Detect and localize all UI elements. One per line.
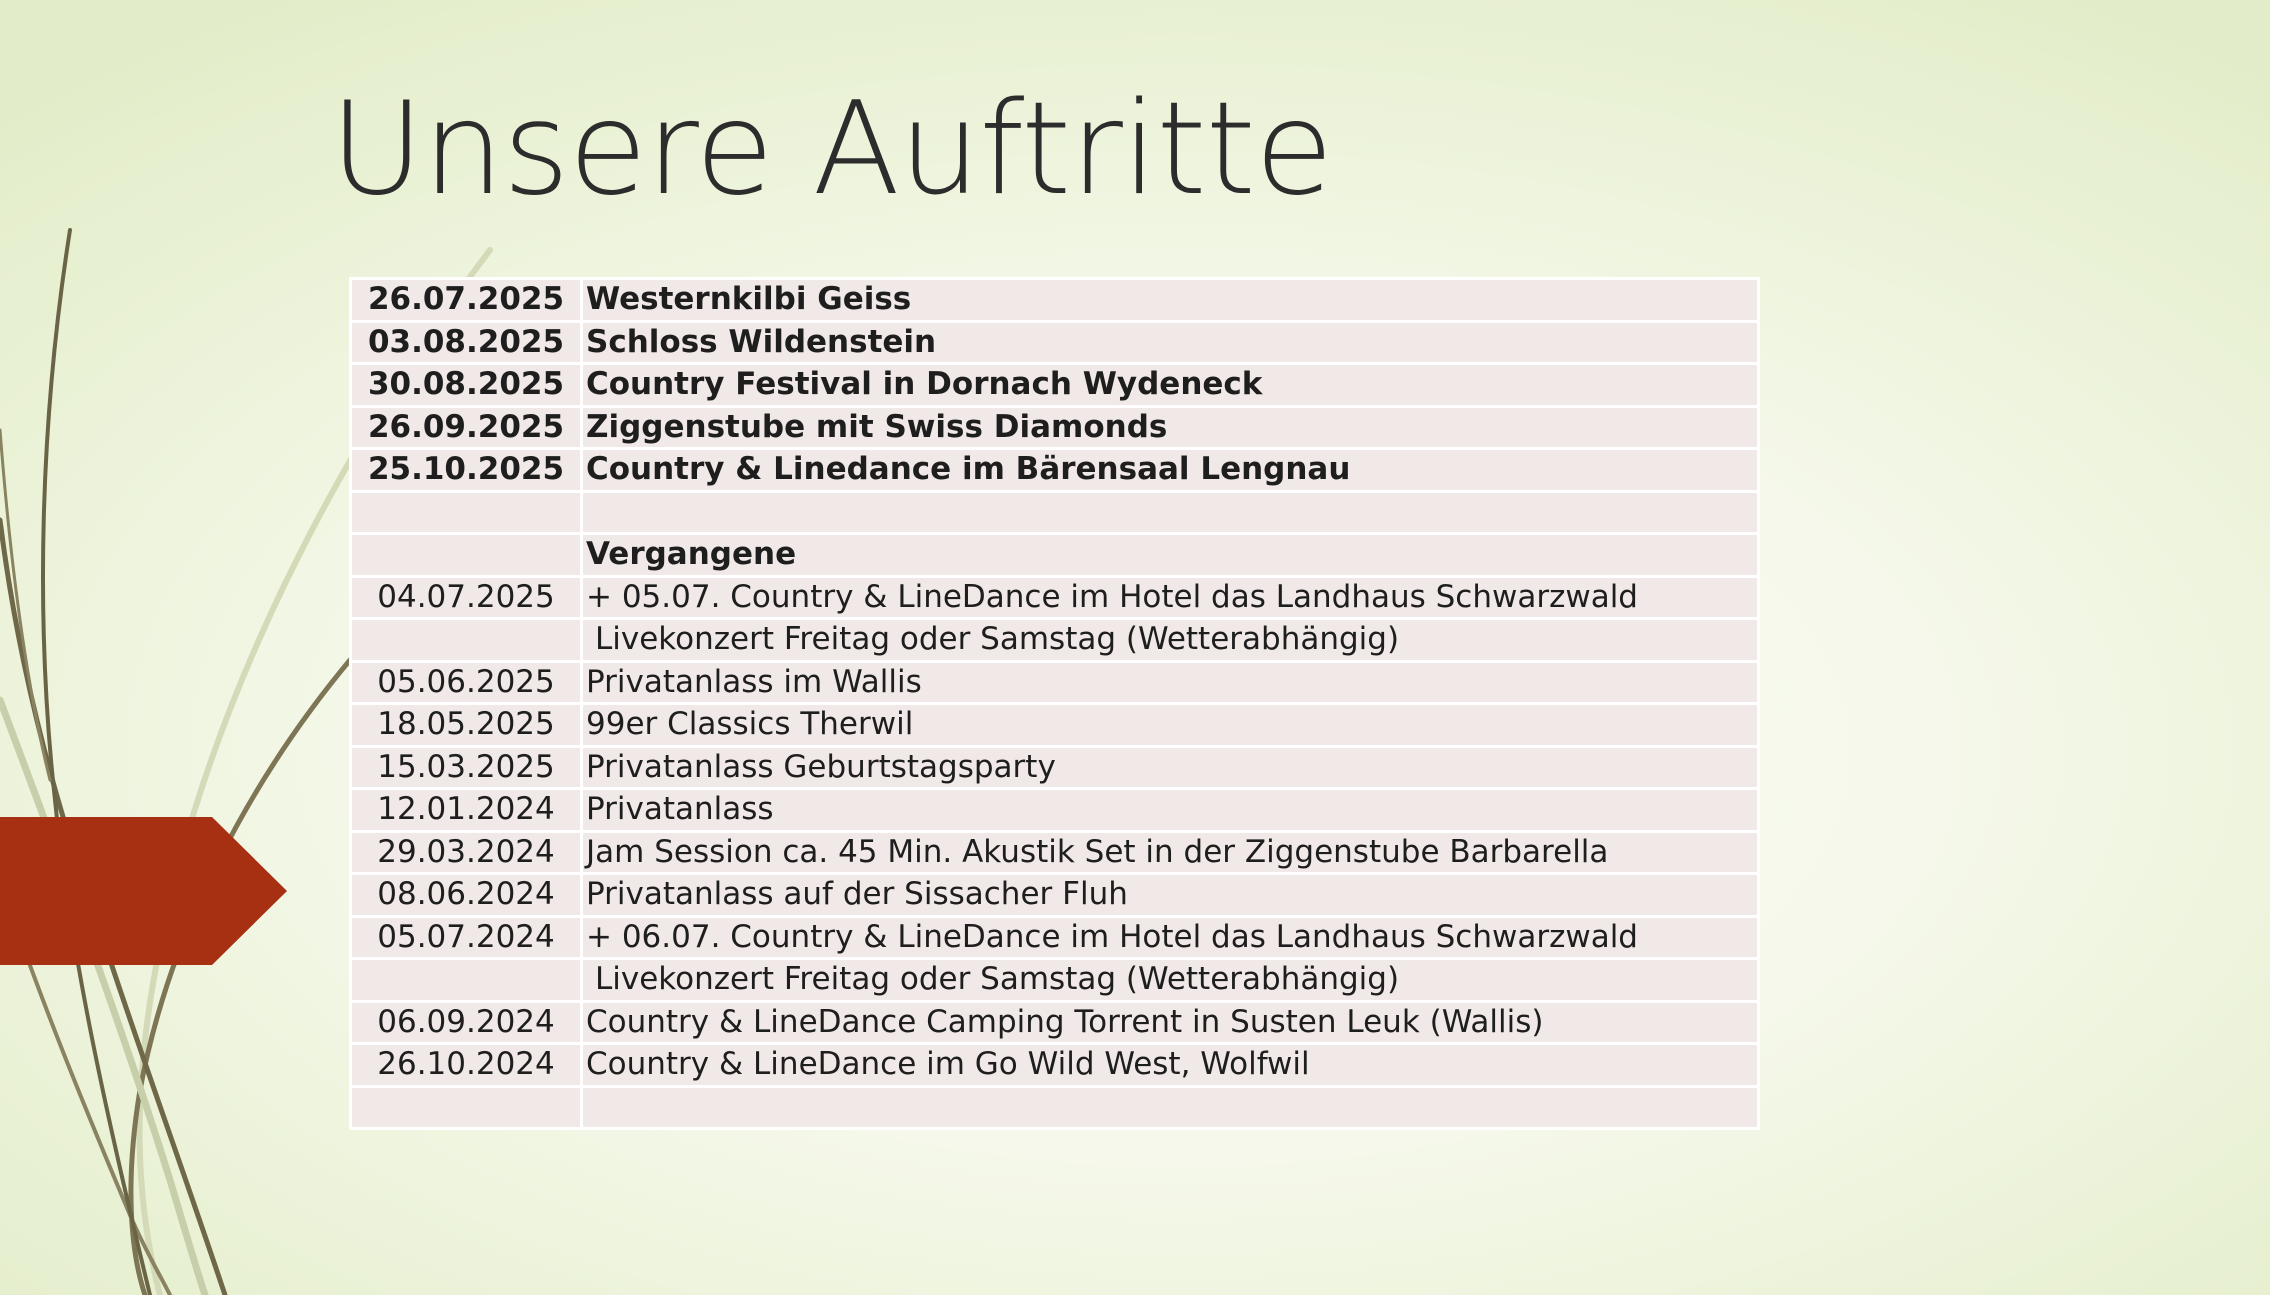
event-description: + 05.07. Country & LineDance im Hotel das Landhaus Schwarzwald (582, 576, 1759, 619)
empty-cell (351, 534, 582, 577)
decorative-strand (0, 700, 205, 1295)
table-row (351, 279, 1759, 322)
event-date: 05.07.2024 (351, 916, 582, 959)
event-description: Country Festival in Dornach Wydeneck (582, 364, 1759, 407)
event-description: Country & LineDance Camping Torrent in Susten Leuk (Wallis) (582, 1001, 1759, 1044)
event-date: 08.06.2024 (351, 874, 582, 917)
table-row-empty (351, 491, 1759, 534)
table-row (351, 959, 1759, 1002)
event-description: Country & LineDance im Go Wild West, Wolfwil (582, 1044, 1759, 1087)
event-date: 04.07.2025 (351, 576, 582, 619)
empty-cell (582, 1086, 1759, 1129)
event-description: Westernkilbi Geiss (582, 279, 1759, 322)
table-row (351, 364, 1759, 407)
decorative-strand (131, 660, 350, 1295)
event-date: 26.09.2025 (351, 406, 582, 449)
event-description: Livekonzert Freitag oder Samstag (Wetterabhängig) (582, 959, 1759, 1002)
event-date: 03.08.2025 (351, 321, 582, 364)
table-row (351, 619, 1759, 662)
event-date (351, 959, 582, 1002)
event-description: + 06.07. Country & LineDance im Hotel das Landhaus Schwarzwald (582, 916, 1759, 959)
table-row (351, 831, 1759, 874)
event-description: Privatanlass (582, 789, 1759, 832)
table-row (351, 321, 1759, 364)
table-row (351, 704, 1759, 747)
table-row (351, 916, 1759, 959)
event-date: 25.10.2025 (351, 449, 582, 492)
table-row (351, 449, 1759, 492)
event-date: 06.09.2024 (351, 1001, 582, 1044)
page-title: Unsere Auftritte (330, 75, 1333, 224)
event-description: Privatanlass auf der Sissacher Fluh (582, 874, 1759, 917)
event-date (351, 619, 582, 662)
table-row (351, 874, 1759, 917)
table-row-empty (351, 1086, 1759, 1129)
event-description: Ziggenstube mit Swiss Diamonds (582, 406, 1759, 449)
event-description: Schloss Wildenstein (582, 321, 1759, 364)
event-date: 30.08.2025 (351, 364, 582, 407)
event-description: Livekonzert Freitag oder Samstag (Wetterabhängig) (582, 619, 1759, 662)
event-date: 26.10.2024 (351, 1044, 582, 1087)
event-date: 05.06.2025 (351, 661, 582, 704)
event-description: Privatanlass Geburtstagsparty (582, 746, 1759, 789)
past-events-heading: Vergangene (582, 534, 1759, 577)
event-date: 29.03.2024 (351, 831, 582, 874)
table-row (351, 661, 1759, 704)
event-description: Country & Linedance im Bärensaal Lengnau (582, 449, 1759, 492)
table-row (351, 1044, 1759, 1087)
table-row (351, 576, 1759, 619)
table-row (351, 746, 1759, 789)
table-row (351, 1001, 1759, 1044)
event-description: 99er Classics Therwil (582, 704, 1759, 747)
event-date: 15.03.2025 (351, 746, 582, 789)
event-description: Privatanlass im Wallis (582, 661, 1759, 704)
table-row-heading (351, 534, 1759, 577)
event-date: 18.05.2025 (351, 704, 582, 747)
empty-cell (351, 491, 582, 534)
arrow-shape (0, 817, 287, 965)
event-date: 26.07.2025 (351, 279, 582, 322)
event-description: Jam Session ca. 45 Min. Akustik Set in der Ziggenstube Barbarella (582, 831, 1759, 874)
empty-cell (351, 1086, 582, 1129)
table-row (351, 406, 1759, 449)
event-date: 12.01.2024 (351, 789, 582, 832)
table-row (351, 789, 1759, 832)
empty-cell (582, 491, 1759, 534)
events-table (349, 277, 1760, 1130)
